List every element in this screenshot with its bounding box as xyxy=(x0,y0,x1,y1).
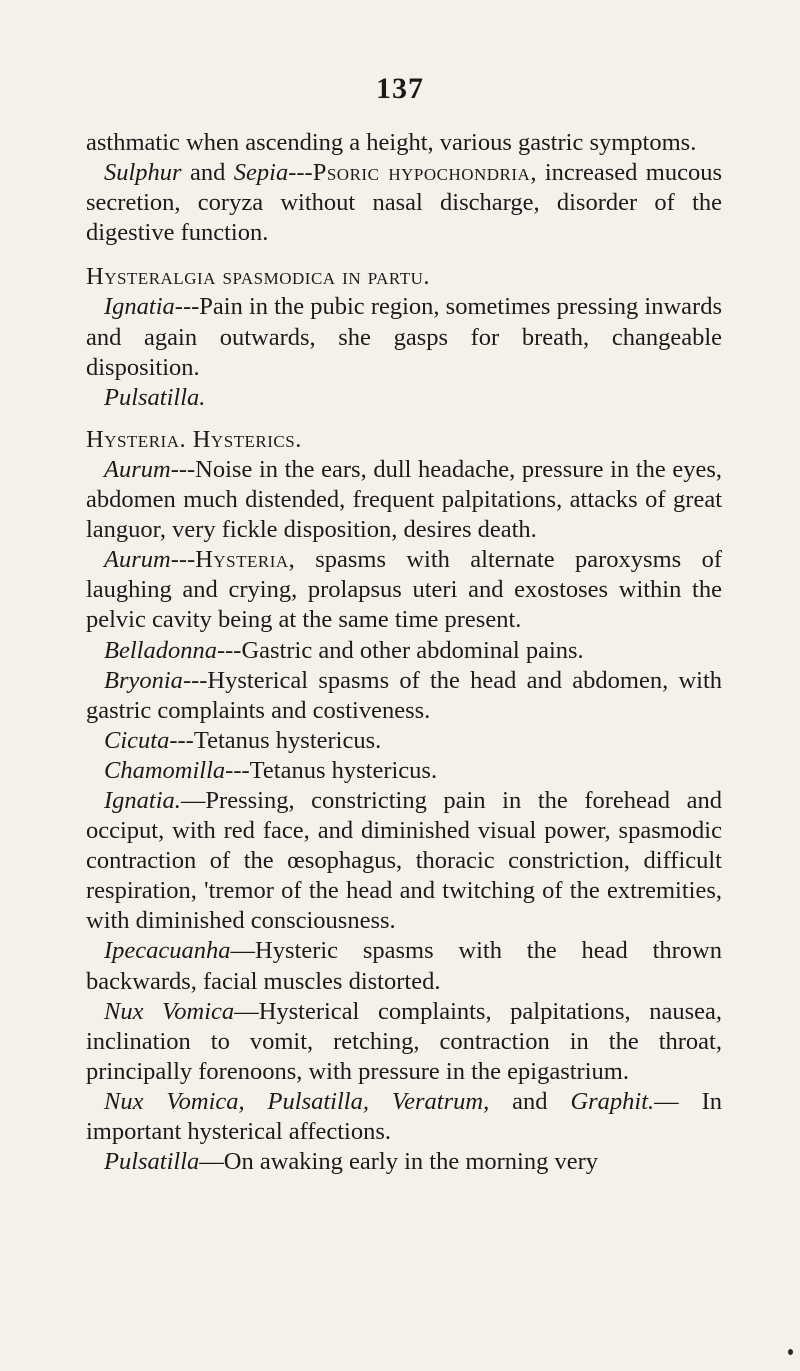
text-run: —Hysterical complaints, palpitations, nausea, inclination to vomit, retching, contraction in the throat, principally forenoons, with pressure in the epigastrium. xyxy=(86,997,722,1085)
remedy-name: Chamomilla xyxy=(104,756,226,784)
remedy-name: Aurum xyxy=(104,455,171,483)
text-run: ---Pain in the pubic region, sometimes pressing inwards and again outwards, she gasps for breath, changeable disposition. xyxy=(86,293,722,381)
small-caps-text: Hysteria. Hysterics. xyxy=(86,425,302,453)
small-caps-text: Hysteralgia spasmodica in partu. xyxy=(86,263,431,291)
remedy-name: Bryonia xyxy=(104,666,183,694)
section-heading xyxy=(86,425,722,455)
remedy-name: Pulsatilla. xyxy=(104,383,206,411)
text-run: —Hysteric spasms with the head thrown backwards, facial muscles distorted. xyxy=(86,937,722,995)
text-run: asthmatic when ascending a height, various gastric symptoms. xyxy=(86,129,697,156)
text-run: ---Tetanus hystericus. xyxy=(169,726,382,754)
paragraph xyxy=(86,545,722,635)
text-run: —On awaking early in the morning very xyxy=(199,1148,598,1176)
paragraph xyxy=(86,756,722,786)
remedy-name: Ignatia. xyxy=(104,786,181,814)
paragraph xyxy=(86,1147,722,1177)
paragraph xyxy=(86,786,722,936)
paragraph xyxy=(86,636,722,666)
paragraph xyxy=(86,128,722,158)
text-run: , spasms with alternate paroxysms of laughing and crying, prolapsus uteri and exostoses within the pelvic cavity being at the same time present. xyxy=(86,546,722,634)
paragraph xyxy=(86,1087,722,1147)
small-caps-text: Psoric hypochondria xyxy=(312,159,531,187)
text-run: , increased mucous secretion, coryza without nasal discharge, disorder of the digestive function. xyxy=(86,159,723,247)
body-text xyxy=(86,128,722,1177)
text-run: —Pressing, constricting pain in the forehead and occiput, with red face, and diminished visual power, spasmodic contraction of the œsophagus, thoracic constriction, difficult respiration, 'tremor of the head and twitching of the extremities, with diminished consciousness. xyxy=(86,786,722,935)
remedy-name: Aurum xyxy=(104,546,171,574)
text-run: ---Gastric and other abdominal pains. xyxy=(216,636,584,664)
text-run: — In important hysterical affections. xyxy=(86,1087,722,1145)
remedy-name: Sulphur xyxy=(104,159,182,187)
text-run: ---Tetanus hystericus. xyxy=(225,756,438,784)
text-run: ---Hysterical spasms of the head and abdomen, with gastric complaints and costiveness. xyxy=(86,666,722,724)
text-run: --- xyxy=(170,546,196,574)
text-run: and xyxy=(181,159,234,187)
paragraph xyxy=(86,292,722,382)
paragraph xyxy=(86,666,722,726)
paragraph xyxy=(86,455,722,545)
remedy-name: Belladonna xyxy=(104,636,217,664)
remedy-name: Cicuta xyxy=(104,726,170,754)
paragraph xyxy=(86,936,722,996)
remedy-name: Nux Vomica xyxy=(104,997,235,1025)
text-run: and xyxy=(489,1087,571,1115)
paragraph xyxy=(86,726,722,756)
remedy-name: Nux Vomica, Pulsatilla, Veratrum, xyxy=(104,1087,490,1115)
ink-speck xyxy=(788,1349,793,1355)
small-caps-text: Hysteria xyxy=(195,546,289,574)
remedy-name: Pulsatilla xyxy=(104,1148,200,1176)
remedy-name: Ipecacuanha xyxy=(104,937,231,965)
paragraph xyxy=(86,997,722,1087)
text-run: ---Noise in the ears, dull headache, pressure in the eyes, abdomen much distended, frequent palpitations, attacks of great languor, very fickle disposition, desires death. xyxy=(86,455,722,544)
text-run: --- xyxy=(288,159,313,187)
paragraph xyxy=(86,158,722,248)
remedy-name: Graphit. xyxy=(570,1087,655,1115)
section-heading xyxy=(86,262,722,292)
page-number: 137 xyxy=(376,72,424,105)
paragraph xyxy=(86,383,722,413)
remedy-name: Ignatia xyxy=(104,293,175,321)
remedy-name: Sepia xyxy=(233,159,289,187)
